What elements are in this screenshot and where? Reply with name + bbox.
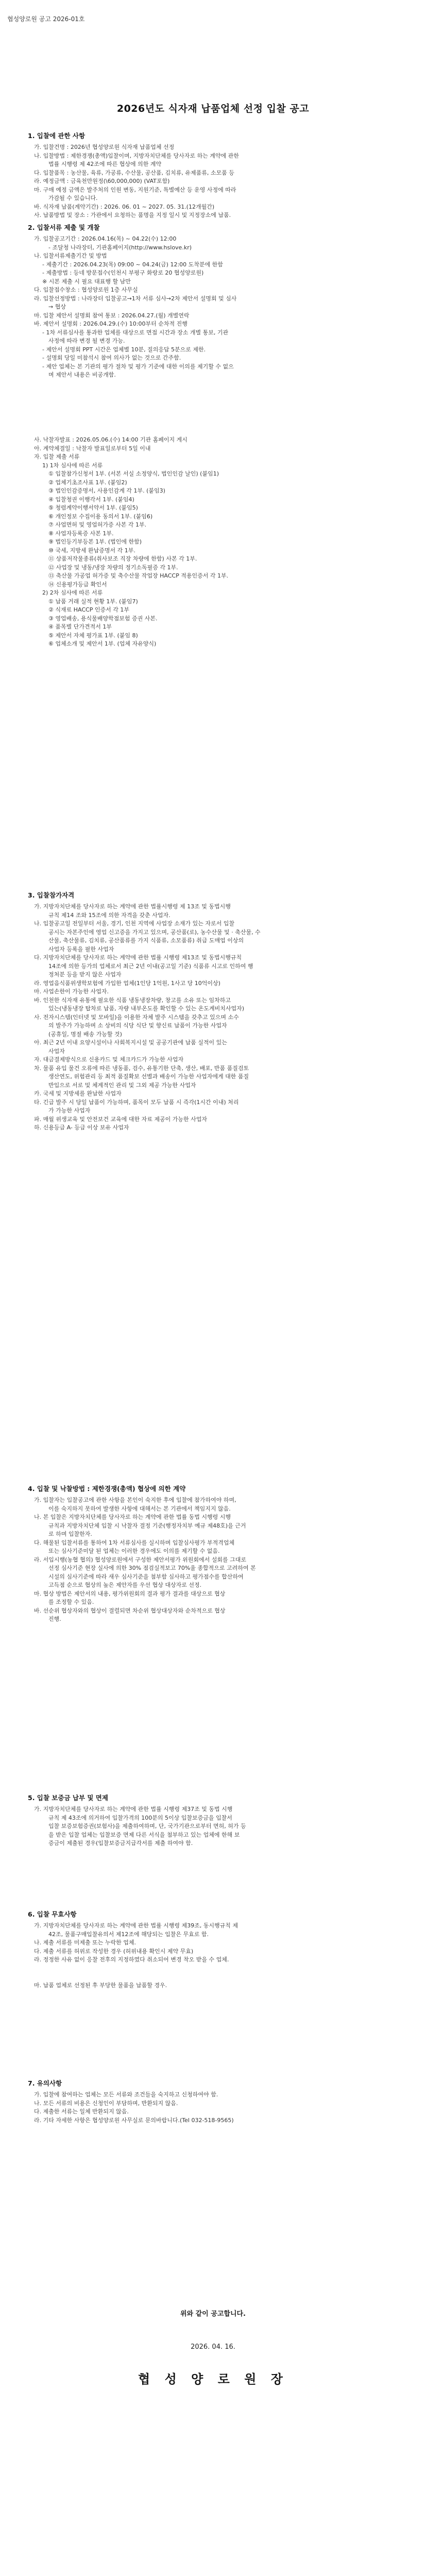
section-lines [28,1805,404,1848]
text-line: 마. 구매 예정 금액은 발주처의 인원 변동, 지원기준, 특별예산 등 운영 사정에 따라 [34,186,236,193]
section-heading: 2. 입찰서류 제출 및 개찰 [28,224,100,231]
text-line: (공휴일, 명절 배송 가능할 것) [48,1030,122,1038]
section-submission [28,223,404,380]
section-lines [28,903,404,1132]
text-line: 다. 입찰접수창소 : 협성양로원 1층 사무실 [34,286,138,293]
text-line: 타. 긴급 발주 시 당일 납품이 가능하며, 품목이 모두 납품 시 즉각(1시간 이내) 처리 [34,1098,239,1106]
text-line: 라. 서입시행(농협 협의) 협성양로원에서 구성한 제안서평가 위원회에서 설회를 그대로 [34,1556,246,1563]
text-line: 차. 물품 유입 물건 오류에 따른 냉동품, 검수, 유통기한 단축, 생산, 배포, 반품 품질검토 [34,1064,249,1072]
text-line: ⑧ 사업자등록증 사본 1부. [48,530,114,537]
text-line: 가 가능한 사업자 [48,1107,91,1114]
text-line: ⑭ 신용평가등급 확인서 [48,581,107,588]
section-bid-bond [28,1793,404,1848]
text-line: ⑤ 제안서 자체 평가표 1부. (붙임 8) [48,632,138,639]
text-line: 가. 입찰공고기간 : 2026.04.16(목) ~ 04.22(수) 12:00 [34,235,177,242]
page-title: 2026년도 식자재 납품업체 선정 입찰 공고 [116,103,310,114]
text-line: 사업자 [48,1047,65,1055]
text-line: - 제안 업체는 본 기관의 평가 절차 및 평가 기준에 대한 이의를 제기할 수 없으 [42,363,234,370]
text-line: 마. 협상 방법은 제안서의 내용, 평가위원회의 결과 평가 결과를 대상으로 협상 [34,1590,226,1597]
text-line: 14조에 의한 등가의 업체로서 최근 2년 이내(공고일 기준) 식품류 시고로 인하여 행 [48,962,253,970]
section-heading: 1. 입찰에 관한 사항 [28,132,86,140]
text-line: 라. 기타 자세한 사항은 협성양로원 사무실로 문의바랍니다.(Tel 032-518-9565) [34,2116,234,2124]
text-line: 카. 국세 및 지방세를 완납한 사업자 [34,1090,122,1097]
text-line: 사업자 등록을 필한 사업자 [48,945,114,953]
text-line: 법률 시행령 제 42조에 따른 협상에 의한 계약 [48,161,162,167]
text-line: 나. 입찰서류제출기간 및 방법 [34,252,107,259]
text-line: 마. 납품 업체로 선정된 후 부당한 물품을 납품할 경우. [34,1981,167,1989]
text-line: 하. 신용등급 A- 등급 이상 보유 사업자 [34,1124,129,1131]
text-line: 마. 입찰 제안서 설명회 참여 통보 : 2026.04.27.(월) 개별연락 [34,312,190,319]
text-line: ② 식재료 HACCP 인증서 각 1부 [48,606,129,613]
text-line: → 협상 [48,303,66,310]
text-line: 선정 심사기준 현장 실사에 의한 30% 점검실적보고 70%율 종합적으로 고려하여 본 [48,1565,256,1571]
text-line: 사. 납품방법 및 장소 : 가관에서 요청하는 품명을 지정 일시 및 지정장소에 납품. [34,212,231,218]
text-line: 이를 숙지하지 못하여 발생한 사항에 대해서는 본 기관에서 책임지지 않음. [48,1505,231,1512]
text-line: 사. 낙찰자발표 : 2026.05.06.(수) 14:00 기관 홈페이지 게시 [34,436,188,443]
text-line: 입찰 보증보험증권(보험사)을 제출하여하며, 단, 국가기관으로부터 면허, 허가 등 [48,1823,246,1829]
text-line: ⑬ 축산물 가공업 허가증 및 축수산물 작업장 HACCP 적용인증서 각 1부. [48,572,229,579]
text-line: ③ 법인인감증명서, 사용인감계 각 1부. (붙임3) [48,487,165,494]
section-lines [28,1496,404,1624]
text-line: ⑦ 사업면허 및 영업허가증 사본 각 1부. [48,521,147,528]
text-line: ⑩ 국세, 지방세 완납증명서 각 1부. [48,547,135,554]
section-heading: 4. 입찰 및 낙찰방법 : 제한경쟁(총액) 협상에 의한 계약 [28,1485,186,1493]
text-line: ※ 시본 제출 시 필요 대표행 할 남만 [42,278,131,285]
section-award-method [28,1484,404,1624]
text-line: 가. 지방자치단체를 당사자로 하는 계약에 관한 법률시행령 제 13조 및 동법시행 [34,903,231,910]
text-line: 규칙 제 43조에 의거하여 입찰가격의 100분의 5이상 입찰보증금을 입찰서 [48,1814,232,1821]
text-line: 가. 입찰에 참여하는 업체는 모든 서류와 조건들을 숙지하고 신청하여야 함. [34,2091,218,2098]
text-line: 바. 식자재 납품(계약기간) : 2026. 06. 01 ~ 2027. 05. 31.(12개월간) [34,203,215,210]
text-line: ⑨ 법인등기부등본 1부. (법인에 한함) [48,538,142,545]
notice-date: 2026. 04. 16. [191,2343,235,2351]
text-line: - 제출방법 : 등네 방문접수(인천시 부평구 화랑로 20 협성양로원) [42,269,204,276]
section-lines [28,436,404,649]
text-line: 파. 매월 위생교육 및 안전보건 교육에 대한 자료 제공이 가능한 사업자 [34,1115,207,1123]
text-line: 다. 지방자치단체를 당사자로 하는 계약에 관한 법률 시행령 제13조 및 동법시행규칙 [34,954,242,961]
text-line: - 조달청 나라장터, 기관홈페이지(http://www.hslove.kr) [48,244,192,251]
text-line: 아. 계약체결일 : 낙찰자 발표일로부터 5일 이내 [34,445,151,452]
text-line: 나. 본 입찰은 지방자치단체를 당사자로 하는 계약에 관한 법률 동법 시행령 시행 [34,1514,231,1520]
text-line: 라. 정정한 사유 없이 응찰 전후의 지정하였다 취소되어 변경 착오 받을 수 업체. [34,1956,229,1963]
signature: 협 성 양 로 원 장 [138,2372,288,2386]
text-line: 라. 입찰선정방법 : 나라장터 입찰공고→1차 서류 심사→2차 제안서 설명회 및 심사 [34,295,237,302]
text-line: 1) 1차 심사에 따른 서류 [42,462,103,469]
text-line: 마. 사업손한이 가능한 사업자. [34,988,109,995]
section-lines [28,235,404,380]
text-line: 시설의 심사기준에 따라 새우 심사기준을 첨부함 심사하고 평가점수를 합산하여 [48,1573,244,1580]
text-line: ① 입찰참가신청서 1부. (서본 서실 소정양식, 법인인감 날인) (붙임1) [48,470,219,477]
text-line: 공시는 자본주인에 영업 신고증을 가지고 있으며, 공산품(로), 농수산물 및 · 축산물, 수 [48,928,261,936]
text-line: 42조, 물품구매입찰유의서 제12조에 해당되는 입찰은 무효로 함. [48,1930,209,1938]
text-line: ③ 영업배송, 용식물배양학점보험 증권 사본. [48,615,158,622]
section-eligibility [28,890,404,1132]
text-line [28,1964,404,1973]
section-submission-docs [28,436,404,649]
text-line: 바. 제안서 설명회 : 2026.04.29.(수) 10:00부터 순차적 진행 [34,320,188,327]
text-line: 바. 선순위 협상자와의 협상이 결렬되면 차순위 협상대상자와 순차적으로 협상 [34,1607,226,1614]
text-line: 자. 입찰 제출 서류 [34,453,80,460]
text-line: ④ 입찰청권 이행각서 1부. (붙임4) [48,496,134,503]
section-bid-info [28,131,404,220]
section-lines [28,1922,404,1990]
text-line: - 설명회 당일 미참석시 참여 의사가 없는 것으로 간주함. [42,354,181,361]
text-line: 가. 입찰자는 입찰공고에 관한 사항을 본인이 숙지한 후에 입찰에 참가하여야 하며, [34,1497,236,1503]
text-line: 다. 입찰품목 : 농산물, 육류, 가공류, 수산물, 공산품, 김치류, 유제품류, 소모품 등 [34,169,234,176]
text-line: 나. 모든 서류의 비용은 신청인이 부담하며, 반환되지 않음. [34,2099,178,2107]
text-line: 가. 입찰건명 : 2026년 협성양로원 식자재 납품업체 선정 [34,144,175,150]
text-line: 로 하며 입찰한자. [48,1531,92,1537]
text-line: 규칙과 지방자치단체 입찰 시 낙찰자 결정 기준(행정자치부 예규 제48호)을 근거 [48,1522,246,1529]
text-line: 2) 2차 심사에 따른 서류 [42,589,103,596]
section-heading: 5. 입찰 보증금 납부 및 면제 [28,1794,108,1802]
text-line: 가. 지방자치단체를 당사자로 하는 계약에 관한 법률 시행령 제37조 및 동법 시행 [34,1806,233,1812]
text-line: 나. 입찰공고일 전일부터 서울, 경기, 인천 지역에 사업장 소재가 있는 자로서 입찰 [34,920,234,927]
closing-statement: 위와 같이 공고합니다. [180,2310,246,2318]
text-line: 또는 심사기준미달 된 업체는 이러한 경우에도 이의를 제기할 수 없음. [48,1548,220,1554]
text-line: 있는(냉동냉장 탑차로 납품, 자량 내부온도를 확인할 수 있는 온도계비치사업자) [48,1005,245,1012]
text-line: ⑫ 사업장 및 냉동/냉장 차량의 정기소독필증 각 1부. [48,564,178,571]
notice-number: 협성양로원 공고 2026-01호 [7,15,85,23]
text-line: 라. 영업음식품위생학보험에 가입한 업체(1인당 1억원, 1사고 당 10억이상) [34,979,220,987]
text-line: - 1차 서류심사를 통과한 업체를 대상으로 면접 시간과 장소 개별 통보, 기관 [42,329,229,336]
text-line: 아. 최근 2년 이내 요양시설이나 사회복지시설 및 공공기관에 납품 실적이 있는 [34,1039,227,1046]
text-line: 규칙 제14 조와 15조에 의한 자격을 갖춘 사업자. [48,911,171,919]
text-line: 다. 제출한 서류는 일체 반환되지 않음. [34,2108,129,2115]
section-notes [28,2078,404,2125]
text-line: 바. 인천한 식자재 유통에 필요한 식품 냉동냉장차량, 창고를 소유 또는 임차하고 [34,996,231,1004]
text-line: - 제출기간 : 2026.04.23(목) 09:00 ~ 04.24(금) 12:00 도착분에 한함 [42,261,223,268]
text-line: 나. 입찰방법 : 제한경쟁(총액)입찰이며, 지방자치단체를 당사자로 하는 계약에 관한 [34,152,239,159]
text-line: 나. 제출 서류를 미제출 또는 누락한 업체. [34,1939,136,1946]
text-line: ① 납품 거래 실적 현황 1부. (붙임7) [48,598,138,605]
text-line: 다. 해물된 입찰서류를 통하여 1차 서류심사를 실시하며 입찰심사평가 부적격업체 [34,1539,235,1546]
text-line: 를 조정할 수 있음. [48,1599,94,1605]
text-line: 다. 제출 서류를 허위로 작성한 경우 (허위내용 확인시 제약 무효) [34,1947,194,1955]
text-line: 진행. [48,1616,61,1622]
text-line: 라. 예정금액 : 금육천만원정(\60,000,000) (VAT포함) [34,178,170,184]
text-line: 을 받은 입찰 업체는 입찰보증 면제 다른 서식을 첨부하고 있는 업체에 한해 보 [48,1831,240,1838]
section-heading: 7. 유의사항 [28,2079,62,2087]
text-line: ④ 품목별 단가견적서 1부 [48,623,112,630]
text-line: 사정에 따라 변경 될 변경 가능. [48,337,125,344]
text-line: ⑥ 업체소개 및 제안서 1부. (업체 자유양식) [48,640,157,647]
text-line: - 제안서 설명회 PPT 시간은 업체별 10분, 질의응답 5분으로 제한. [42,346,206,353]
text-line: 산물, 축산물류, 김치류, 공산품류를 가지 식품류, 소모품류) 취급 도매업 이상의 [48,937,244,944]
text-line: ⑤ 청렴계약이행서약서 1부. (붙임5) [48,504,138,511]
text-line: 가. 지방자치단체를 당사자로 하는 계약에 관한 법률 시행령 제39조, 동시행규칙 제 [34,1922,238,1929]
text-line: 자. 대금결제방식으로 신용카드 및 체크카드가 가능한 사업자 [34,1056,184,1063]
text-line: ⑪ 상품저작물종류(취사보조 직장 차량에 한함) 사본 각 1부. [48,555,197,562]
section-lines [28,2091,404,2125]
text-line: 정처분 등을 받지 않은 사업자 [48,971,122,978]
text-line: 생산연도, 위험관리 등 최적 품질확보 선별과 배송이 가능한 사업자에게 대한 품질 [48,1073,249,1080]
section-heading: 3. 입찰참가자격 [28,891,75,899]
text-line: 가감될 수 있습니다. [48,195,98,201]
section-heading: 6. 입찰 무효사항 [28,1910,77,1918]
text-line: 증금이 제출된 경우(입찰보증금지급각서를 제출 하여야 함. [48,1840,193,1846]
text-line [28,1973,404,1981]
section-invalid-bids [28,1909,404,1990]
text-line: ② 업체기초조사표 1부. (붙임2) [48,479,127,486]
text-line: 반입으로 서로 및 체계적인 관리 및 그외 제공 가능한 사업자 [48,1081,196,1089]
section-lines [28,143,404,220]
text-line: 사. 전자시스템(인터넷 및 모바일)을 이용한 자체 발주 시스템을 갖추고 있으며 소수 [34,1013,239,1021]
text-line: 의 발주가 가능하며 소 상비의 식당 식단 및 향신료 납품이 가능한 사업자 [48,1022,227,1029]
text-line: 며 제안서 내용은 비공개함. [48,371,116,378]
text-line: ⑥ 개인정보 수집이용 동의서 1부. (붙임6) [48,513,153,520]
text-line: 고득점 순으로 협상의 높은 제안자를 우선 협상 대상자로 선정. [48,1582,202,1588]
